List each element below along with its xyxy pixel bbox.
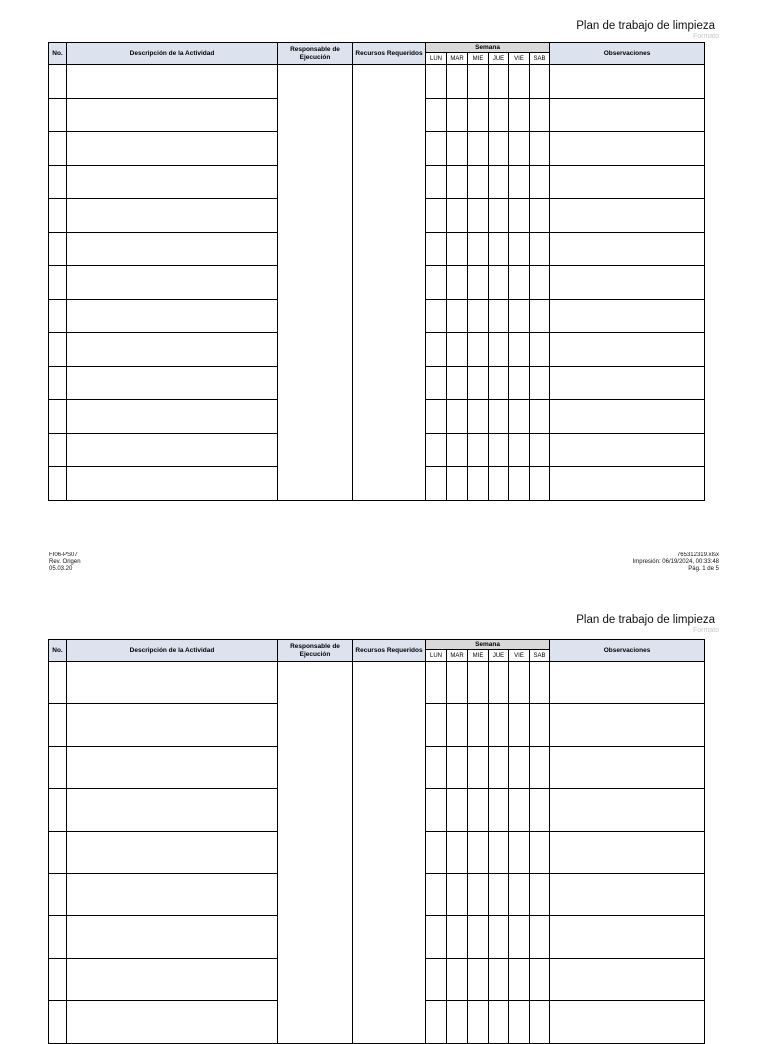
cell-day[interactable] (489, 467, 509, 501)
cell-day[interactable] (426, 366, 447, 400)
cell-no[interactable] (49, 98, 67, 132)
header-recursos: Recursos Requeridos (353, 43, 426, 65)
cell-descripcion[interactable] (67, 98, 278, 132)
page-title: Plan de trabajo de limpieza (576, 20, 715, 32)
cell-day[interactable] (426, 433, 447, 467)
cell-day[interactable] (530, 132, 550, 166)
cell-day[interactable] (426, 165, 447, 199)
cell-day[interactable] (468, 746, 489, 788)
header-day-vie: VIE (509, 650, 530, 662)
activity-table (48, 639, 705, 1044)
cell-observaciones[interactable] (550, 433, 705, 467)
cell-day[interactable] (489, 366, 509, 400)
cell-day[interactable] (489, 400, 509, 434)
cell-no[interactable] (49, 662, 67, 704)
cell-no[interactable] (49, 433, 67, 467)
cell-day[interactable] (468, 132, 489, 166)
cell-no[interactable] (49, 704, 67, 746)
cell-day[interactable] (468, 958, 489, 1000)
cell-day[interactable] (509, 199, 530, 233)
cell-day[interactable] (468, 662, 489, 704)
cell-descripcion[interactable] (67, 299, 278, 333)
cell-day[interactable] (530, 433, 550, 467)
header-day-vie: VIE (509, 53, 530, 65)
header-semana: Semana (426, 43, 550, 53)
cell-day[interactable] (489, 873, 509, 915)
cell-descripcion[interactable] (67, 165, 278, 199)
cell-observaciones[interactable] (550, 232, 705, 266)
cell-day[interactable] (530, 98, 550, 132)
cell-observaciones[interactable] (550, 266, 705, 300)
cell-day[interactable] (468, 366, 489, 400)
cell-descripcion[interactable] (67, 65, 278, 99)
cell-day[interactable] (509, 98, 530, 132)
cell-day[interactable] (468, 831, 489, 873)
header-no: No. (49, 640, 67, 662)
cell-descripcion[interactable] (67, 199, 278, 233)
header-day-mar: MAR (447, 650, 468, 662)
cell-day[interactable] (489, 333, 509, 367)
cell-day[interactable] (426, 873, 447, 915)
cell-day[interactable] (489, 65, 509, 99)
cell-day[interactable] (489, 704, 509, 746)
cell-no[interactable] (49, 746, 67, 788)
cell-day[interactable] (426, 746, 447, 788)
cell-day[interactable] (509, 65, 530, 99)
cell-observaciones[interactable] (550, 958, 705, 1000)
cell-day[interactable] (468, 916, 489, 958)
cell-day[interactable] (509, 132, 530, 166)
cell-day[interactable] (447, 299, 468, 333)
cell-day[interactable] (530, 873, 550, 915)
cell-day[interactable] (447, 98, 468, 132)
header-day-mar: MAR (447, 53, 468, 65)
cell-day[interactable] (530, 831, 550, 873)
header-day-sab: SAB (530, 53, 550, 65)
cell-day[interactable] (468, 65, 489, 99)
page-title: Plan de trabajo de limpieza (576, 614, 715, 626)
header-observaciones: Observaciones (550, 43, 705, 65)
cell-day[interactable] (468, 165, 489, 199)
cell-day[interactable] (509, 873, 530, 915)
header-responsable: Responsable de Ejecución (278, 43, 353, 65)
cell-day[interactable] (489, 789, 509, 831)
cell-day[interactable] (509, 165, 530, 199)
cell-day[interactable] (489, 1001, 509, 1043)
cell-no[interactable] (49, 831, 67, 873)
cell-day[interactable] (509, 831, 530, 873)
cell-day[interactable] (530, 232, 550, 266)
cell-descripcion[interactable] (67, 831, 278, 873)
cell-no[interactable] (49, 467, 67, 501)
header-no: No. (49, 43, 67, 65)
cell-day[interactable] (447, 916, 468, 958)
cell-day[interactable] (530, 165, 550, 199)
cell-day[interactable] (447, 132, 468, 166)
header-day-jue: JUE (489, 650, 509, 662)
table-row (49, 662, 705, 704)
header-day-mie: MIE (468, 53, 489, 65)
header-semana: Semana (426, 640, 550, 650)
header-day-sab: SAB (530, 650, 550, 662)
cell-day[interactable] (447, 366, 468, 400)
page-subtitle: Formato (692, 627, 719, 634)
cell-day[interactable] (447, 433, 468, 467)
cell-day[interactable] (468, 98, 489, 132)
cell-no[interactable] (49, 165, 67, 199)
cell-day[interactable] (530, 299, 550, 333)
cell-day[interactable] (468, 299, 489, 333)
cell-responsable[interactable] (278, 662, 353, 1044)
cell-day[interactable] (530, 366, 550, 400)
header-responsable: Responsable de Ejecución (278, 640, 353, 662)
cell-recursos[interactable] (353, 662, 426, 1044)
cell-day[interactable] (530, 266, 550, 300)
cell-day[interactable] (530, 199, 550, 233)
cell-no[interactable] (49, 132, 67, 166)
footer-left-line: 05.03.20 (49, 566, 73, 572)
cell-day[interactable] (468, 400, 489, 434)
cell-day[interactable] (509, 433, 530, 467)
cell-day[interactable] (468, 266, 489, 300)
header-descripcion: Descripción de la Actividad (67, 43, 278, 65)
table-row (49, 65, 705, 99)
cell-no[interactable] (49, 789, 67, 831)
cell-observaciones[interactable] (550, 467, 705, 501)
cell-day[interactable] (530, 746, 550, 788)
cell-day[interactable] (447, 266, 468, 300)
cell-descripcion[interactable] (67, 958, 278, 1000)
cell-day[interactable] (447, 65, 468, 99)
cell-day[interactable] (426, 916, 447, 958)
cell-day[interactable] (489, 831, 509, 873)
cell-day[interactable] (447, 199, 468, 233)
cell-day[interactable] (489, 746, 509, 788)
cell-descripcion[interactable] (67, 916, 278, 958)
header-observaciones: Observaciones (550, 640, 705, 662)
cell-day[interactable] (530, 662, 550, 704)
cell-day[interactable] (530, 467, 550, 501)
footer-left-line: FI06-PS07 (49, 552, 78, 558)
cell-no[interactable] (49, 232, 67, 266)
cell-observaciones[interactable] (550, 916, 705, 958)
cell-day[interactable] (447, 831, 468, 873)
cell-day[interactable] (509, 789, 530, 831)
header-day-lun: LUN (426, 650, 447, 662)
cell-day[interactable] (489, 299, 509, 333)
cell-day[interactable] (426, 958, 447, 1000)
cell-descripcion[interactable] (67, 132, 278, 166)
cell-descripcion[interactable] (67, 400, 278, 434)
cell-day[interactable] (468, 789, 489, 831)
cell-day[interactable] (530, 65, 550, 99)
cell-observaciones[interactable] (550, 662, 705, 704)
cell-day[interactable] (530, 789, 550, 831)
cell-day[interactable] (509, 299, 530, 333)
cell-day[interactable] (468, 433, 489, 467)
cell-day[interactable] (509, 662, 530, 704)
cell-day[interactable] (426, 333, 447, 367)
cell-day[interactable] (447, 400, 468, 434)
cell-day[interactable] (489, 266, 509, 300)
cell-observaciones[interactable] (550, 831, 705, 873)
cell-day[interactable] (426, 199, 447, 233)
cell-no[interactable] (49, 1001, 67, 1043)
cell-no[interactable] (49, 299, 67, 333)
cell-day[interactable] (530, 958, 550, 1000)
cell-day[interactable] (489, 165, 509, 199)
cell-day[interactable] (447, 662, 468, 704)
header-recursos: Recursos Requeridos (353, 640, 426, 662)
footer-left-line: Rev. Origen (49, 559, 81, 565)
cell-descripcion[interactable] (67, 266, 278, 300)
cell-day[interactable] (447, 704, 468, 746)
header-day-lun: LUN (426, 53, 447, 65)
cell-day[interactable] (509, 958, 530, 1000)
cell-day[interactable] (489, 433, 509, 467)
cell-day[interactable] (530, 704, 550, 746)
cell-day[interactable] (509, 366, 530, 400)
footer-right (633, 552, 719, 573)
page-subtitle: Formato (692, 33, 719, 40)
cell-day[interactable] (509, 333, 530, 367)
cell-day[interactable] (426, 662, 447, 704)
cell-day[interactable] (509, 467, 530, 501)
cell-descripcion[interactable] (67, 873, 278, 915)
cell-descripcion[interactable] (67, 333, 278, 367)
cell-observaciones[interactable] (550, 65, 705, 99)
cell-observaciones[interactable] (550, 333, 705, 367)
cell-observaciones[interactable] (550, 1001, 705, 1043)
cell-descripcion[interactable] (67, 366, 278, 400)
cell-day[interactable] (509, 1001, 530, 1043)
cell-observaciones[interactable] (550, 299, 705, 333)
cell-descripcion[interactable] (67, 746, 278, 788)
cell-day[interactable] (489, 132, 509, 166)
cell-recursos[interactable] (353, 65, 426, 501)
cell-day[interactable] (530, 1001, 550, 1043)
cell-day[interactable] (509, 916, 530, 958)
cell-day[interactable] (447, 165, 468, 199)
cell-day[interactable] (530, 333, 550, 367)
cell-day[interactable] (509, 232, 530, 266)
cell-day[interactable] (447, 958, 468, 1000)
cell-day[interactable] (489, 98, 509, 132)
footer-right-line: Impresión: 06/19/2024, 00:33:48 (632, 559, 719, 565)
cell-day[interactable] (468, 333, 489, 367)
cell-day[interactable] (509, 746, 530, 788)
cell-day[interactable] (468, 467, 489, 501)
cell-descripcion[interactable] (67, 789, 278, 831)
cell-observaciones[interactable] (550, 873, 705, 915)
cell-no[interactable] (49, 199, 67, 233)
cell-no[interactable] (49, 873, 67, 915)
cell-day[interactable] (426, 400, 447, 434)
cell-day[interactable] (509, 266, 530, 300)
cell-no[interactable] (49, 65, 67, 99)
cell-day[interactable] (426, 299, 447, 333)
cell-day[interactable] (426, 789, 447, 831)
cell-day[interactable] (426, 232, 447, 266)
cell-no[interactable] (49, 266, 67, 300)
cell-observaciones[interactable] (550, 98, 705, 132)
cell-day[interactable] (530, 916, 550, 958)
cell-day[interactable] (468, 1001, 489, 1043)
cell-observaciones[interactable] (550, 366, 705, 400)
cell-observaciones[interactable] (550, 746, 705, 788)
cell-descripcion[interactable] (67, 662, 278, 704)
cell-descripcion[interactable] (67, 232, 278, 266)
cell-no[interactable] (49, 958, 67, 1000)
cell-day[interactable] (509, 400, 530, 434)
header-day-mie: MIE (468, 650, 489, 662)
cell-day[interactable] (426, 65, 447, 99)
cell-observaciones[interactable] (550, 789, 705, 831)
cell-day[interactable] (489, 232, 509, 266)
cell-day[interactable] (447, 1001, 468, 1043)
footer-right-line: 765312319.xlsx (676, 552, 719, 558)
cell-no[interactable] (49, 916, 67, 958)
header-day-jue: JUE (489, 53, 509, 65)
cell-observaciones[interactable] (550, 132, 705, 166)
cell-day[interactable] (426, 1001, 447, 1043)
cell-no[interactable] (49, 333, 67, 367)
cell-day[interactable] (530, 400, 550, 434)
cell-day[interactable] (468, 199, 489, 233)
cell-day[interactable] (426, 266, 447, 300)
cell-day[interactable] (489, 662, 509, 704)
cell-day[interactable] (426, 98, 447, 132)
cell-observaciones[interactable] (550, 165, 705, 199)
cell-descripcion[interactable] (67, 433, 278, 467)
footer-left (49, 552, 81, 573)
cell-observaciones[interactable] (550, 400, 705, 434)
cell-no[interactable] (49, 366, 67, 400)
cell-day[interactable] (447, 467, 468, 501)
activity-table (48, 42, 705, 501)
cell-day[interactable] (489, 199, 509, 233)
footer-right-line: Pág. 1 de 5 (688, 566, 719, 572)
cell-day[interactable] (447, 873, 468, 915)
cell-day[interactable] (489, 916, 509, 958)
header-descripcion: Descripción de la Actividad (67, 640, 278, 662)
cell-descripcion[interactable] (67, 704, 278, 746)
cell-day[interactable] (447, 232, 468, 266)
cell-day[interactable] (447, 333, 468, 367)
cell-day[interactable] (468, 704, 489, 746)
cell-day[interactable] (426, 467, 447, 501)
cell-descripcion[interactable] (67, 467, 278, 501)
cell-observaciones[interactable] (550, 199, 705, 233)
cell-no[interactable] (49, 400, 67, 434)
cell-day[interactable] (447, 789, 468, 831)
cell-day[interactable] (468, 232, 489, 266)
cell-observaciones[interactable] (550, 704, 705, 746)
cell-day[interactable] (468, 873, 489, 915)
cell-day[interactable] (426, 831, 447, 873)
cell-day[interactable] (426, 132, 447, 166)
cell-day[interactable] (447, 746, 468, 788)
cell-responsable[interactable] (278, 65, 353, 501)
cell-descripcion[interactable] (67, 1001, 278, 1043)
cell-day[interactable] (426, 704, 447, 746)
cell-day[interactable] (509, 704, 530, 746)
cell-day[interactable] (489, 958, 509, 1000)
